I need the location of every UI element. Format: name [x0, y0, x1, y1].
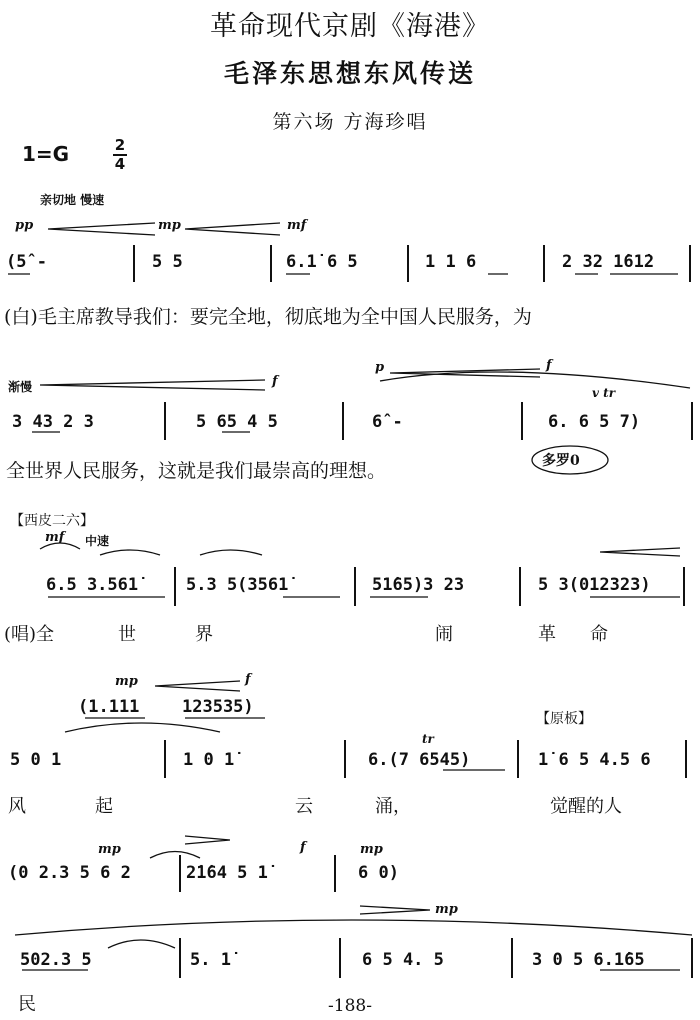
percussion-marking: 多罗0 — [542, 453, 580, 469]
measure-6-3: 6 5 4. 5 — [362, 950, 444, 970]
page-title: 革命现代京剧《海港》 — [210, 11, 490, 42]
measure-2-3: 6̂ - — [372, 412, 403, 432]
meter-top: 2 — [114, 136, 126, 154]
measure-1-4: 1 1 6 — [425, 252, 477, 272]
measure-5-1: (0 2.3 5 6 2 — [8, 863, 131, 883]
lyric-4-3: 云 — [295, 796, 313, 817]
measure-3-2: 5.3 5(3561̇ — [186, 575, 289, 595]
tempo-marking-2: 渐慢 — [8, 380, 33, 394]
lyric-3-2: 世 — [118, 624, 136, 645]
aria-title: 毛泽东思想东风传送 — [223, 59, 476, 88]
lyric-4-2: 起 — [95, 796, 113, 817]
measure-4-4: 1̇ 6 5 4.5 6 — [538, 750, 651, 770]
lyric-4-4: 涌， — [375, 796, 411, 817]
measure-6-1: 502.3 5 — [20, 950, 92, 970]
dynamic-p: p — [375, 360, 385, 375]
measure-4-2: 1 0 1̇ — [183, 750, 235, 770]
measure-4-1: 5 0 1 — [10, 750, 62, 770]
page-number: -188- — [328, 996, 372, 1016]
measure-1-2: 5 5 — [152, 252, 183, 272]
lyric-4-5: 觉醒的人 — [550, 796, 622, 817]
lyric-3-3: 界 — [195, 624, 213, 645]
trill-mark-2: tr — [422, 732, 434, 746]
measure-3-1: 6.5 3.561̇ — [46, 575, 139, 595]
measure-6-2: 5. 1̇ — [190, 950, 231, 970]
measure-1-1: (5̂ - — [6, 252, 47, 272]
dynamic-f-4: f — [300, 840, 306, 855]
key-signature: 1=G — [22, 142, 70, 166]
dynamic-f-3: f — [245, 672, 251, 687]
measure-1-5: 2 32 1̇61̇2 — [562, 252, 655, 272]
dynamic-mp: mp — [158, 218, 181, 233]
measure-2-2: 5 65 4 5 — [196, 412, 278, 432]
measure-4-3: 6.(7 6545) — [368, 750, 471, 770]
upper-line-1: (1.111 — [78, 697, 140, 717]
dynamic-pp: pp — [15, 218, 34, 233]
lyrics-2: 全世界人民服务，这就是我们最崇高的理想。 — [6, 460, 387, 482]
lyric-3-4: 闹 — [435, 624, 453, 645]
lyric-4-1: 风 — [8, 796, 26, 817]
lyric-6-1: 民 — [18, 994, 36, 1015]
dynamic-mf-2: mf — [45, 530, 65, 545]
trill-mark: v tr — [592, 386, 616, 400]
measure-6-4: 3 0 5 6.1̇65 — [532, 950, 645, 970]
dynamic-mp-4: mp — [360, 842, 383, 857]
measure-2-1: 3 43 2 3 — [12, 412, 94, 432]
lyric-3-1: (唱)全 — [4, 624, 55, 645]
meter-bottom: 4 — [114, 155, 126, 173]
lyric-3-5: 革 — [538, 624, 556, 645]
lyrics-1: (白)毛主席教导我们：要完全地，彻底地为全中国人民服务，为 — [4, 306, 532, 328]
measure-2-4: 6. 6 5 7) — [548, 412, 641, 432]
measure-3-3: 51̇65)3 23 — [372, 575, 465, 595]
measure-1-3: 6.1̇ 6 5 — [286, 252, 358, 272]
dynamic-mp-5: mp — [435, 902, 458, 917]
dynamic-f-2: f — [546, 358, 552, 373]
lyric-3-6: 命 — [590, 624, 608, 645]
upper-line-2: 123535) — [182, 697, 254, 717]
tempo-marking-3: 中速 — [85, 534, 110, 548]
measure-5-3: 6 0) — [358, 863, 399, 883]
measure-3-4: 5 3(012323) — [538, 575, 651, 595]
section-label-yuanban: 【原板】 — [536, 711, 592, 727]
dynamic-f: f — [272, 374, 278, 389]
dynamic-mp-2: mp — [115, 674, 138, 689]
scene-info: 第六场 方海珍唱 — [272, 111, 428, 133]
dynamic-mp-3: mp — [98, 842, 121, 857]
measure-5-2: 2̇1̇64 5 1̇ — [186, 863, 268, 883]
dynamic-mf: mf — [287, 218, 307, 233]
tempo-marking-1: 亲切地 慢速 — [40, 193, 105, 207]
section-label-xipi: 【西皮二六】 — [10, 513, 94, 529]
